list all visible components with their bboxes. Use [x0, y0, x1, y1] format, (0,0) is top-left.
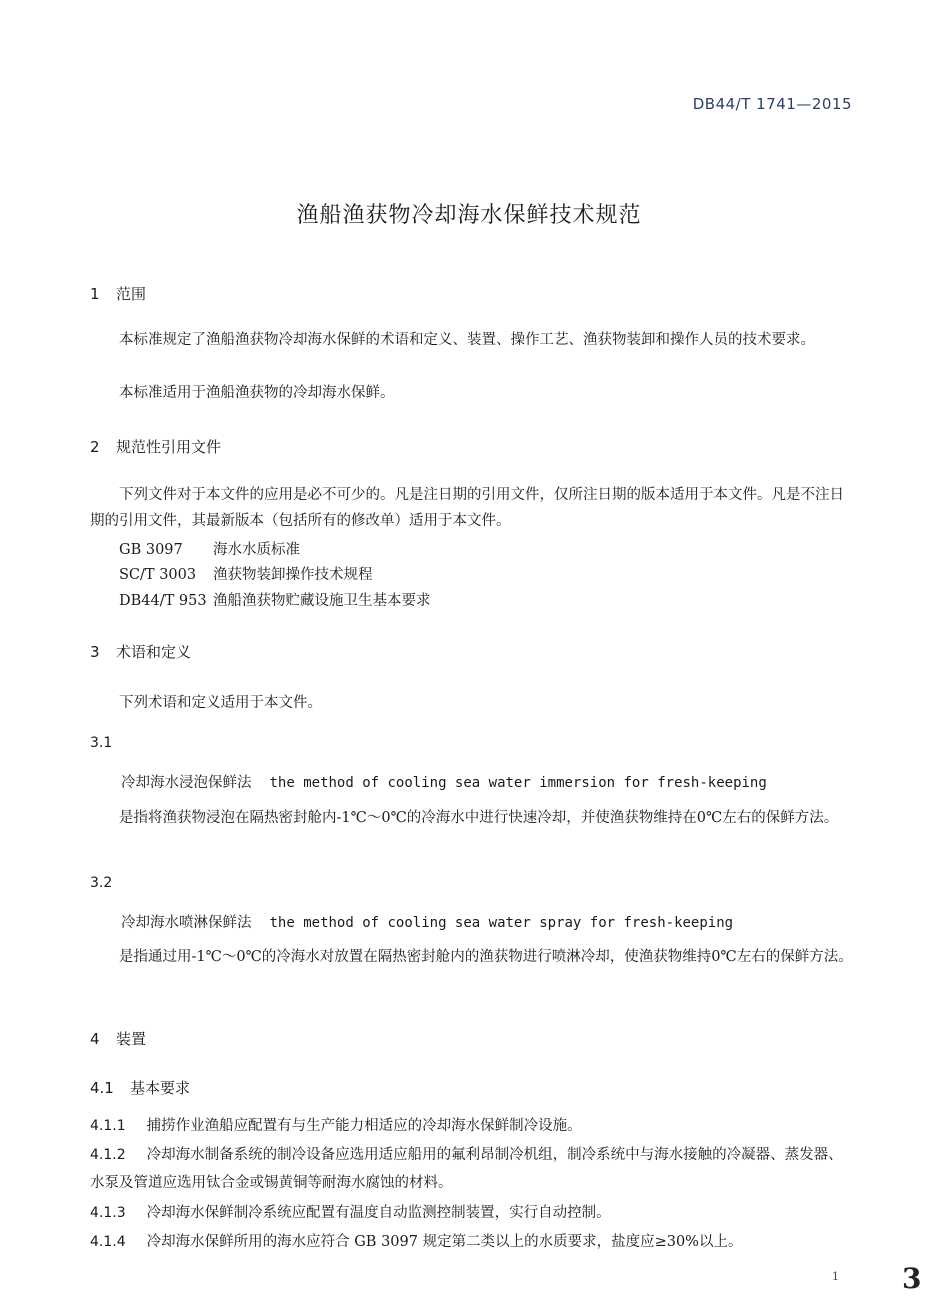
- reference-code: DB44/T 953: [119, 593, 207, 609]
- section-3-heading: [90, 641, 950, 662]
- reference-item: [119, 563, 950, 584]
- reference-name: 渔获物装卸操作技术规程: [213, 567, 373, 583]
- subsection-title: 基本要求: [130, 1079, 191, 1097]
- term-english: the method of cooling sea water immersion for fresh-keeping: [269, 775, 767, 791]
- section-number: 1: [90, 285, 100, 303]
- reference-name: 海水水质标准: [213, 542, 300, 558]
- clause-text: 冷却海水保鲜制冷系统应配置有温度自动监测控制装置，实行自动控制。: [146, 1205, 611, 1221]
- page-number: 1: [832, 1270, 839, 1283]
- section-title: 装置: [116, 1030, 147, 1048]
- terms-intro-paragraph: 下列术语和定义适用于本文件。: [119, 695, 322, 711]
- term-number: 3.1: [90, 735, 113, 751]
- term-heading: [121, 911, 950, 932]
- section-number: 3: [90, 643, 100, 661]
- section-number: 4: [90, 1030, 100, 1048]
- reference-name: 渔船渔获物贮藏设施卫生基本要求: [213, 593, 431, 609]
- section-1-heading: [90, 283, 950, 304]
- reference-item: [119, 538, 950, 559]
- reference-code: GB 3097: [119, 542, 183, 558]
- term-english: the method of cooling sea water spray for fresh-keeping: [269, 915, 734, 931]
- term-heading: [121, 771, 950, 792]
- clause-text: 冷却海水制备系统的制冷设备应选用适应船用的氟利昂制冷机组，制冷系统中与海水接触的冷凝器、蒸发器、水泵及管道应选用钛合金或锡黄铜等耐海水腐蚀的材料。: [90, 1147, 843, 1191]
- scope-paragraph-2: 本标准适用于渔船渔获物的冷却海水保鲜。: [119, 385, 395, 401]
- clause-number: 4.1.1: [90, 1118, 126, 1134]
- clause-text: 冷却海水保鲜所用的海水应符合 GB 3097 规定第二类以上的水质要求，盐度应≥30%以上。: [146, 1234, 743, 1250]
- section-title: 术语和定义: [116, 643, 192, 661]
- page-number-large: 3: [902, 1262, 922, 1295]
- normative-references-paragraph: 下列文件对于本文件的应用是必不可少的。凡是注日期的引用文件，仅所注日期的版本适用于本文件。凡是不注日期的引用文件，其最新版本（包括所有的修改单）适用于本文件。: [90, 487, 844, 529]
- term-definition: 是指将渔获物浸泡在隔热密封舱内-1℃～0℃的冷海水中进行快速冷却，并使渔获物维持在0℃左右的保鲜方法。: [119, 810, 839, 826]
- section-title: 规范性引用文件: [116, 438, 222, 456]
- term-definition: 是指通过用-1℃～0℃的冷海水对放置在隔热密封舱内的渔获物进行喷淋冷却，使渔获物维持0℃左右的保鲜方法。: [119, 949, 853, 965]
- subsection-4-1-heading: [90, 1077, 950, 1098]
- clause-item: [90, 1199, 855, 1227]
- reference-item: [119, 589, 950, 610]
- standard-code: DB44/T 1741—2015: [692, 95, 852, 113]
- clause-item: [90, 1228, 855, 1256]
- scope-paragraph-1: 本标准规定了渔船渔获物冷却海水保鲜的术语和定义、装置、操作工艺、渔获物装卸和操作人员的技术要求。: [119, 332, 815, 348]
- clause-number: 4.1.3: [90, 1205, 126, 1221]
- clause-item: [90, 1141, 855, 1197]
- section-number: 2: [90, 438, 100, 456]
- clause-text: 捕捞作业渔船应配置有与生产能力相适应的冷却海水保鲜制冷设施。: [146, 1118, 582, 1134]
- clause-item: [90, 1112, 855, 1140]
- subsection-number: 4.1: [90, 1079, 114, 1097]
- section-title: 范围: [116, 285, 147, 303]
- term-chinese: 冷却海水浸泡保鲜法: [121, 775, 252, 791]
- clause-number: 4.1.2: [90, 1147, 126, 1163]
- reference-code: SC/T 3003: [119, 567, 197, 583]
- document-title: 渔船渔获物冷却海水保鲜技术规范: [296, 203, 642, 228]
- section-2-heading: [90, 436, 950, 457]
- clause-number: 4.1.4: [90, 1234, 126, 1250]
- term-chinese: 冷却海水喷淋保鲜法: [121, 915, 252, 931]
- term-number: 3.2: [90, 875, 113, 891]
- section-4-heading: [90, 1028, 950, 1049]
